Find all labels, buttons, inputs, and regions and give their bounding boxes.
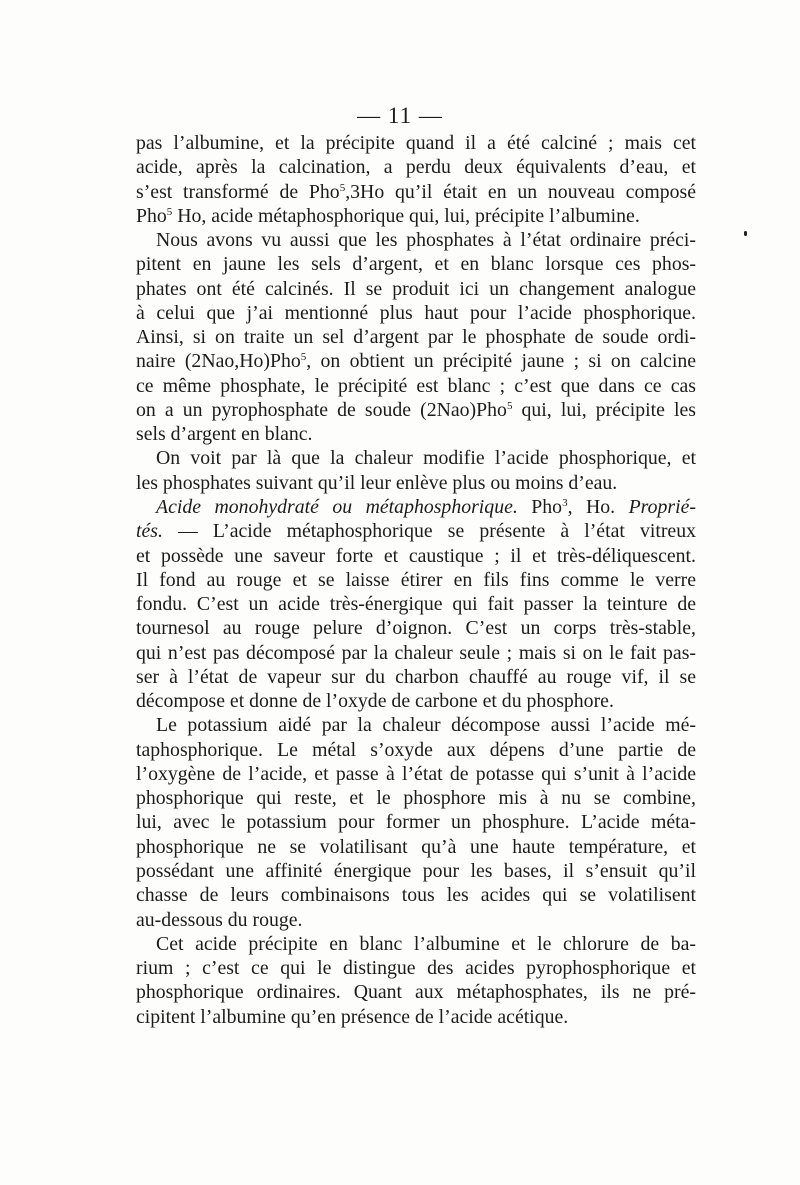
text-fragment: on a un pyrophosphate de soude (2Nao)Pho bbox=[136, 398, 507, 421]
text-fragment: pitent en jaune les sels d’argent, et en blanc lorsque ces phos- bbox=[136, 253, 696, 276]
text-line bbox=[136, 228, 696, 252]
text-line bbox=[136, 1005, 696, 1029]
text-fragment: décompose et donne de l’oxyde de carbone et du phosphore. bbox=[136, 690, 614, 713]
text-fragment: au-dessous du rouge. bbox=[136, 908, 303, 931]
margin-speck bbox=[744, 231, 747, 236]
text-fragment: ce même phosphate, le précipité est blanc ; c’est que dans ce cas bbox=[136, 374, 696, 397]
text-line bbox=[136, 204, 696, 228]
text-line bbox=[136, 859, 696, 883]
text-line bbox=[136, 980, 696, 1004]
text-fragment: phosphorique ordinaires. Quant aux métaphosphates, ils ne pré- bbox=[136, 981, 696, 1004]
text-fragment: cipitent l’albumine qu’en présence de l’acide acétique. bbox=[136, 1005, 569, 1028]
text-line bbox=[136, 835, 696, 859]
text-fragment: , on obtient un précipité jaune ; si on calcine bbox=[306, 350, 697, 373]
text-fragment: Pho bbox=[517, 495, 563, 518]
page-number: — 11 — bbox=[357, 103, 443, 128]
text-fragment: l’oxygène de l’acide, et passe à l’état de potasse qui s’unit à l’acide bbox=[136, 762, 696, 785]
text-fragment: phosphorique qui reste, et le phosphore mis à nu se combine, bbox=[136, 787, 696, 810]
text-fragment: les phosphates suivant qu’il leur enlève plus ou moins d’eau. bbox=[136, 471, 618, 494]
text-fragment: phates ont été calcinés. Il se produit ici un changement analogue bbox=[136, 277, 696, 300]
text-line bbox=[136, 519, 696, 543]
text-fragment: rium ; c’est ce qui le distingue des acides pyrophosphorique et bbox=[136, 957, 696, 980]
text-fragment: taphosphorique. Le métal s’oxyde aux dépens d’une partie de bbox=[136, 738, 696, 761]
text-line bbox=[136, 325, 696, 349]
text-fragment: , Ho. bbox=[567, 495, 629, 518]
body-text bbox=[136, 131, 696, 1029]
text-line bbox=[136, 616, 696, 640]
text-line bbox=[136, 544, 696, 568]
text-line bbox=[136, 446, 696, 470]
text-fragment: possédant une affinité énergique pour les bases, il s’ensuit qu’il bbox=[136, 859, 696, 882]
text-line bbox=[136, 495, 696, 519]
text-line bbox=[136, 665, 696, 689]
text-fragment: phosphorique ne se volatilisant qu’à une haute température, et bbox=[136, 835, 696, 858]
text-fragment: qui, lui, précipite les bbox=[512, 398, 696, 421]
italic-text: Acide monohydraté ou métaphosphorique. bbox=[156, 495, 518, 518]
text-fragment: ser à l’état de vapeur sur du charbon chauffé au rouge vif, il se bbox=[136, 665, 696, 688]
text-line bbox=[136, 956, 696, 980]
text-fragment: Cet acide précipite en blanc l’albumine et le chlorure de ba- bbox=[156, 932, 696, 955]
text-line bbox=[136, 131, 696, 155]
text-fragment: et possède une saveur forte et caustique ; il et très-déliquescent. bbox=[136, 544, 696, 567]
superscript: 5 bbox=[339, 181, 346, 194]
text-line bbox=[136, 422, 696, 446]
text-fragment: tournesol au rouge pelure d’oignon. C’est un corps très-stable, bbox=[136, 617, 696, 640]
text-line bbox=[136, 810, 696, 834]
text-fragment: ,3Ho qu’il était en un nouveau composé bbox=[345, 180, 697, 203]
text-fragment: Ainsi, si on traite un sel d’argent par le phosphate de soude ordi- bbox=[136, 326, 696, 349]
text-line bbox=[136, 155, 696, 179]
text-line bbox=[136, 762, 696, 786]
text-fragment: s’est transformé de Pho bbox=[136, 180, 340, 203]
text-line bbox=[136, 568, 696, 592]
text-fragment: naire (2Nao,Ho)Pho bbox=[136, 350, 301, 373]
text-line bbox=[136, 786, 696, 810]
text-line bbox=[136, 398, 696, 422]
text-fragment: qui n’est pas décomposé par la chaleur seule ; mais si on le fait pas- bbox=[136, 641, 696, 664]
text-fragment: Pho bbox=[136, 204, 167, 227]
text-fragment: fondu. C’est un acide très-énergique qui fait passer la teinture de bbox=[136, 593, 696, 616]
text-line bbox=[136, 713, 696, 737]
text-line bbox=[136, 641, 696, 665]
text-line bbox=[136, 374, 696, 398]
text-fragment: pas l’albumine, et la précipite quand il a été calciné ; mais cet bbox=[136, 132, 696, 154]
italic-text: tés. bbox=[136, 520, 163, 543]
text-fragment: sels d’argent en blanc. bbox=[136, 423, 313, 446]
text-line bbox=[136, 908, 696, 932]
text-fragment: acide, après la calcination, a perdu deux équivalents d’eau, et bbox=[136, 156, 696, 179]
text-fragment: Le potassium aidé par la chaleur décompose aussi l’acide mé- bbox=[156, 714, 696, 737]
text-line bbox=[136, 301, 696, 325]
superscript: 5 bbox=[166, 205, 173, 218]
text-line bbox=[136, 349, 696, 373]
text-line bbox=[136, 932, 696, 956]
text-line bbox=[136, 277, 696, 301]
text-line bbox=[136, 180, 696, 204]
text-line bbox=[136, 252, 696, 276]
superscript: 5 bbox=[506, 399, 513, 412]
text-line bbox=[136, 471, 696, 495]
text-line bbox=[136, 883, 696, 907]
text-fragment: Nous avons vu aussi que les phosphates à l’état ordinaire préci- bbox=[156, 229, 696, 252]
text-line bbox=[136, 689, 696, 713]
text-fragment: Il fond au rouge et se laisse étirer en fils fins comme le verre bbox=[136, 568, 696, 591]
text-fragment: Ho, acide métaphosphorique qui, lui, précipite l’albumine. bbox=[172, 204, 640, 227]
text-fragment: à celui que j’ai mentionné plus haut pour l’acide phosphorique. bbox=[136, 301, 696, 324]
text-fragment: — L’acide métaphosphorique se présente à l’état vitreux bbox=[162, 520, 696, 543]
text-fragment: On voit par là que la chaleur modifie l’acide phosphorique, et bbox=[156, 447, 696, 470]
text-line bbox=[136, 738, 696, 762]
italic-text: Proprié- bbox=[628, 495, 696, 518]
text-fragment: lui, avec le potassium pour former un phosphure. L’acide méta- bbox=[136, 811, 696, 834]
text-line bbox=[136, 592, 696, 616]
text-fragment: chasse de leurs combinaisons tous les acides qui se volatilisent bbox=[136, 884, 696, 907]
superscript: 3 bbox=[562, 496, 568, 509]
superscript: 5 bbox=[300, 351, 307, 364]
